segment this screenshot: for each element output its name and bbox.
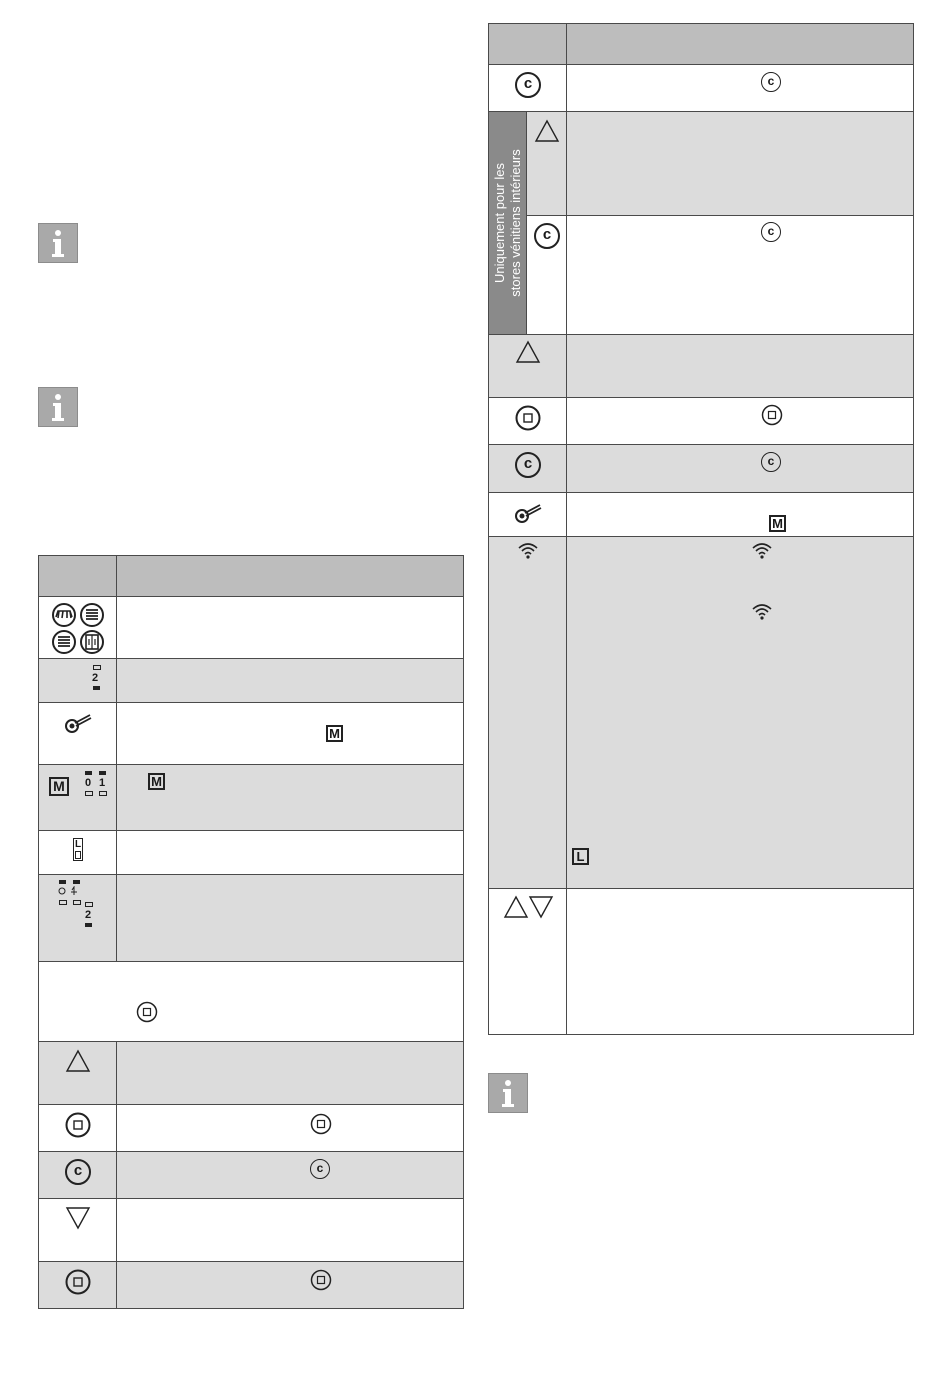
right-function-table [488,23,914,1035]
table-row [489,537,567,889]
led-indicator-icon [93,686,100,690]
led-indicator-icon [99,771,106,775]
table-row [489,445,567,493]
triangle-up-icon [515,340,541,364]
info-icon [38,387,78,427]
table-row [527,112,567,216]
table-row [39,1262,117,1309]
triangle-down-icon [528,895,554,919]
table-row [489,493,567,537]
led-indicator-icon [59,880,66,884]
pin-tool-icon [513,503,543,525]
table-row [527,216,567,335]
table-row [39,703,117,765]
table-header-icon-col [489,24,567,65]
led-indicator-icon [85,771,92,775]
stop-button-icon [761,404,783,426]
led-indicator-icon [99,791,107,796]
wireless-icon [518,542,538,560]
c-button-icon: c [761,72,781,92]
stop-button-icon [310,1113,332,1135]
triangle-up-icon [65,1049,91,1073]
c-button-icon: c [534,223,560,249]
side-tab [489,112,527,335]
table-row [39,659,117,703]
c-button-icon: c [515,452,541,478]
c-button-icon: c [761,452,781,472]
table-header-desc-col [567,24,914,65]
stop-button-icon [310,1269,332,1291]
led-label-0: 0 [85,777,92,789]
led-label-2: 2 [92,672,99,684]
led-indicator-icon [85,923,92,927]
stop-button-icon [65,1269,91,1295]
blind-type-icons [39,597,117,657]
table-header-icon-col [39,556,117,597]
table-row [39,597,117,659]
m-key-icon: M [769,515,786,532]
table-row [39,1042,117,1105]
table-row [39,962,464,1042]
l-key-icon: L [572,848,589,865]
table-row [39,765,117,831]
c-button-icon: c [515,72,541,98]
table-row [39,831,117,875]
table-row [489,398,567,445]
l-key-icon [73,838,83,861]
triangle-down-icon [65,1206,91,1230]
stop-button-icon [65,1112,91,1138]
table-row [39,1105,117,1152]
l-label: L [75,839,82,850]
table-header-desc-col [117,556,464,597]
c-button-icon: c [761,222,781,242]
table-row [489,335,567,398]
side-tab-label [492,149,524,296]
led-indicator-icon [59,900,67,905]
triangle-up-icon [534,119,560,143]
table-row [39,875,117,962]
side-tab-label-line2: stores vénitiens intérieurs [508,149,523,297]
c-button-icon: c [310,1159,330,1179]
c-button-icon: c [65,1159,91,1185]
led-label-1: 1 [99,777,106,789]
led-indicator-icon [85,902,93,907]
led-indicator-icon [73,880,80,884]
pin-tool-icon [63,713,93,735]
m-key-icon: M [148,773,165,790]
info-icon [38,223,78,263]
side-tab-label-line1: Uniquement pour les [492,163,507,283]
table-row [39,1152,117,1199]
led-label-2: 2 [85,909,92,921]
info-icon [488,1073,528,1113]
triangle-up-icon [503,895,529,919]
table-row [39,1199,117,1262]
wireless-icon [752,603,772,621]
led-indicator-icon [85,791,93,796]
led-sun-moon-icon [58,886,84,896]
stop-button-icon [515,405,541,431]
led-indicator-icon [73,900,81,905]
table-row [489,65,567,112]
led-indicator-icon [93,665,101,670]
stop-button-icon [136,1001,158,1023]
m-key-icon: M [49,777,69,796]
left-function-table [38,555,464,1309]
wireless-icon [752,542,772,560]
m-key-icon: M [326,725,343,742]
table-row [489,889,567,1035]
